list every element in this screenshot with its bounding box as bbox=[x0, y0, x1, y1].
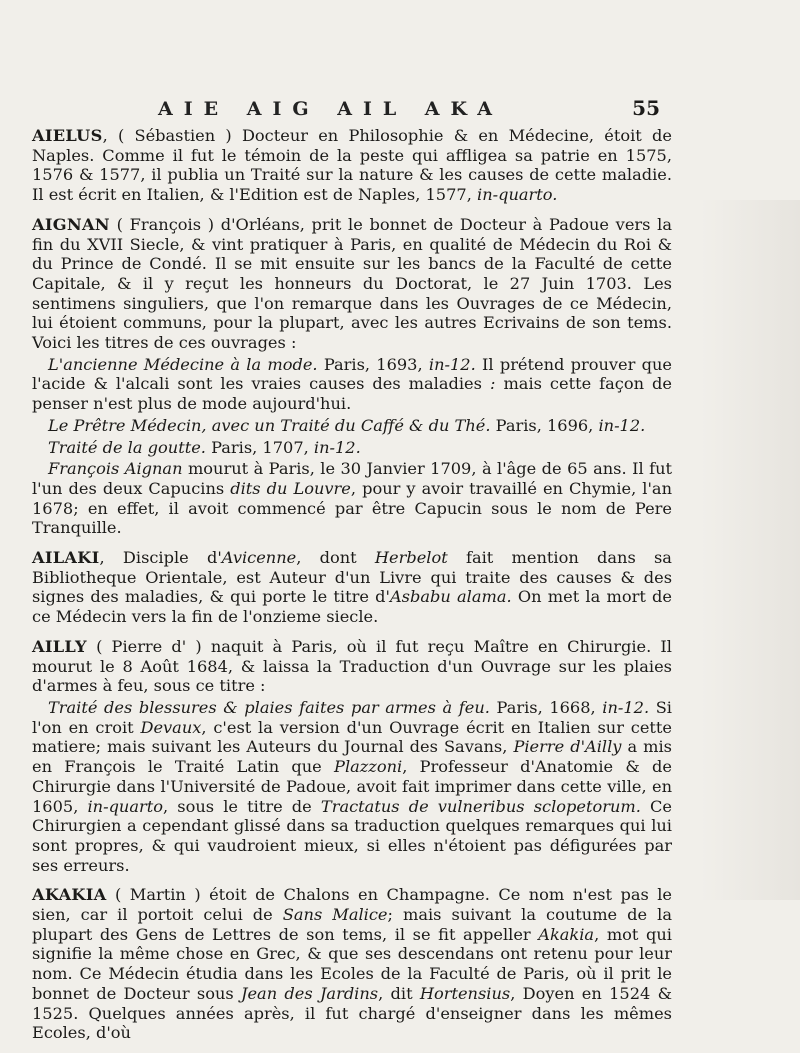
entry-text: , dit bbox=[378, 983, 413, 1003]
headword: AIGNAN bbox=[32, 214, 110, 234]
entry-aielus bbox=[32, 126, 672, 205]
entry-aignan bbox=[32, 215, 672, 538]
headword: AKAKIA bbox=[32, 885, 107, 905]
entry-italic: in-quarto bbox=[87, 796, 163, 816]
entry-paragraph bbox=[32, 637, 672, 696]
entry-text: Paris, 1693, bbox=[323, 354, 423, 374]
person-name: François Aignan bbox=[48, 459, 183, 479]
entry-italic: Sans Malice bbox=[282, 905, 388, 925]
entry-italic: in-12. bbox=[598, 415, 646, 435]
entry-paragraph bbox=[32, 215, 672, 353]
running-head: AIE AIG AIL AKA bbox=[158, 98, 504, 120]
entry-italic: in-12. bbox=[602, 697, 650, 717]
book-title: Traité de la goutte. bbox=[48, 437, 206, 457]
entry-text: ( Pierre d' ) naquit à Paris, où il fut reçu Maître en Chirurgie. Il mourut le 8 Août 1684, & laissa la Traduction d'un Ouvrage sur les plaies d'armes à feu, sous ce titre : bbox=[32, 636, 672, 696]
entry-text: Paris, 1668, bbox=[496, 697, 596, 717]
entry-italic: Akakia bbox=[538, 924, 595, 944]
entry-text: ( Martin ) étoit de Chalons en Champagne. Ce nom n'est pas le sien, car il portoit celui de bbox=[32, 885, 672, 925]
entry-paragraph bbox=[32, 438, 672, 458]
book-title: Traité des blessures & plaies faites par armes à feu. bbox=[48, 697, 490, 717]
entry-text: , Professeur d'Anatomie & de Chirurgie dans l'Université de Padoue, avoit fait imprimer dans cette ville, en 1605, bbox=[32, 757, 672, 816]
person-name: Devaux bbox=[140, 717, 202, 737]
book-title: Asbabu alama. bbox=[389, 587, 512, 607]
person-name: Hortensius bbox=[419, 983, 511, 1003]
person-name: Pierre d'Ailly bbox=[513, 737, 622, 757]
entry-text: , mot qui signifie la même chose en Grec, & que ses descendans ont retenu pour leur nom. Ce Médecin étudia dans les Ecoles de la Faculté de Paris, où il prit le bonnet de Docteur sous bbox=[32, 924, 672, 1003]
entry-italic: in-12. bbox=[313, 437, 361, 457]
entry-text: mourut à Paris, le 30 Janvier 1709, à l'âge de 65 ans. Il fut l'un des deux Capucins bbox=[32, 459, 672, 498]
person-name: Avicenne bbox=[221, 548, 297, 568]
page-number: 55 bbox=[632, 96, 660, 120]
entry-paragraph bbox=[32, 698, 672, 875]
entry-italic: in-quarto. bbox=[477, 185, 558, 205]
bleed-through-shadow bbox=[700, 200, 800, 900]
person-name: Plazzoni bbox=[334, 757, 403, 777]
entry-text: ; mais suivant la coutume de la plupart des Gens de Lettres de son tems, il se fit appeller bbox=[32, 905, 672, 944]
headword: AIELUS bbox=[32, 126, 103, 145]
person-name: Jean des Jardins bbox=[240, 983, 379, 1003]
entry-italic: dits du Louvre bbox=[230, 478, 351, 498]
entry-text: , Doyen en 1524 & 1525. Quelques années après, il fut chargé d'enseigner dans les mêmes Ecoles, d'où bbox=[32, 983, 672, 1043]
entry-paragraph bbox=[32, 126, 672, 205]
book-title: Tractatus de vulneribus sclopetorum. bbox=[320, 796, 641, 816]
entry-ailaki bbox=[32, 548, 672, 627]
entry-text: , pour y avoir travaillé en Chymie, l'an 1678; en effet, il avoit commencé par être Capucin sous le nom de Pere Tranquille. bbox=[32, 478, 672, 538]
entry-text: On met la mort de ce Médecin vers la fin de l'onzieme siecle. bbox=[32, 587, 672, 627]
headword: AILLY bbox=[32, 636, 87, 656]
entry-text: Il prétend prouver que l'acide & l'alcali sont les vraies causes des maladies bbox=[32, 354, 672, 394]
entry-text: Si l'on en croit bbox=[32, 697, 672, 737]
entry-paragraph bbox=[32, 548, 672, 627]
entry-paragraph bbox=[32, 885, 672, 1043]
entry-text: fait mention dans sa Bibliotheque Orientale, est Auteur d'un Livre qui traite des causes & des signes des maladies, & qui porte le titre d' bbox=[32, 548, 672, 607]
entry-paragraph bbox=[32, 355, 672, 414]
entry-paragraph bbox=[32, 459, 672, 538]
entry-text: , ( Sébastien ) Docteur en Philosophie & en Médecine, étoit de Naples. Comme il fut le témoin de la peste qui affligea sa patrie en 1575, 1576 & 1577, il publia un Traité sur la nature & les causes de cette maladie. Il est écrit en Italien, & l'Edition est de Naples, 1577, bbox=[32, 126, 672, 205]
entry-italic: : bbox=[489, 374, 496, 394]
entry-text: , c'est la version d'un Ouvrage écrit en Italien sur cette matiere; mais suivant les Auteurs du Journal des Savans, bbox=[32, 717, 672, 757]
headword: AILAKI bbox=[32, 548, 100, 568]
entry-text: ( François ) d'Orléans, prit le bonnet de Docteur à Padoue vers la fin du XVII Siecle, & vint pratiquer à Paris, en qualité de Médecin du Roi & du Prince de Condé. Il se mit ensuite sur les bancs de la Faculté de cette Capitale, & il y reçut les honneurs du Doctorat, le 27 Juin 1703. Les sentimens singuliers, que l'on remarque dans les Ouvrages de ce Médecin, lui étoient communs, pour la plupart, avec les autres Ecrivains de son tems. Voici les titres de ces ouvrages : bbox=[32, 214, 672, 353]
entry-italic: in-12. bbox=[428, 354, 476, 374]
entry-akakia bbox=[32, 885, 672, 1043]
entry-paragraph bbox=[32, 416, 672, 436]
entry-text: , dont bbox=[296, 548, 357, 568]
entry-ailly bbox=[32, 637, 672, 875]
page-header bbox=[150, 94, 660, 124]
entry-text: a mis en François le Traité Latin que bbox=[32, 737, 672, 777]
entry-text: mais cette façon de penser n'est plus de mode aujourd'hui. bbox=[32, 374, 672, 414]
book-title: Le Prêtre Médecin, avec un Traité du Caffé & du Thé. bbox=[48, 415, 491, 435]
entry-text: Paris, 1707, bbox=[211, 437, 309, 457]
entry-text: Ce Chirurgien a cependant glissé dans sa traduction quelques remarques qui lui sont propres, & qui vaudroient mieux, si elles n'étoient pas défigurées par ses erreurs. bbox=[32, 796, 672, 875]
person-name: Herbelot bbox=[374, 548, 448, 568]
page-text bbox=[32, 126, 672, 1053]
entry-text: , Disciple d' bbox=[99, 548, 222, 568]
book-title: L'ancienne Médecine à la mode. bbox=[48, 354, 318, 374]
entry-text: , sous le titre de bbox=[163, 796, 312, 816]
entry-text: Paris, 1696, bbox=[495, 415, 594, 435]
